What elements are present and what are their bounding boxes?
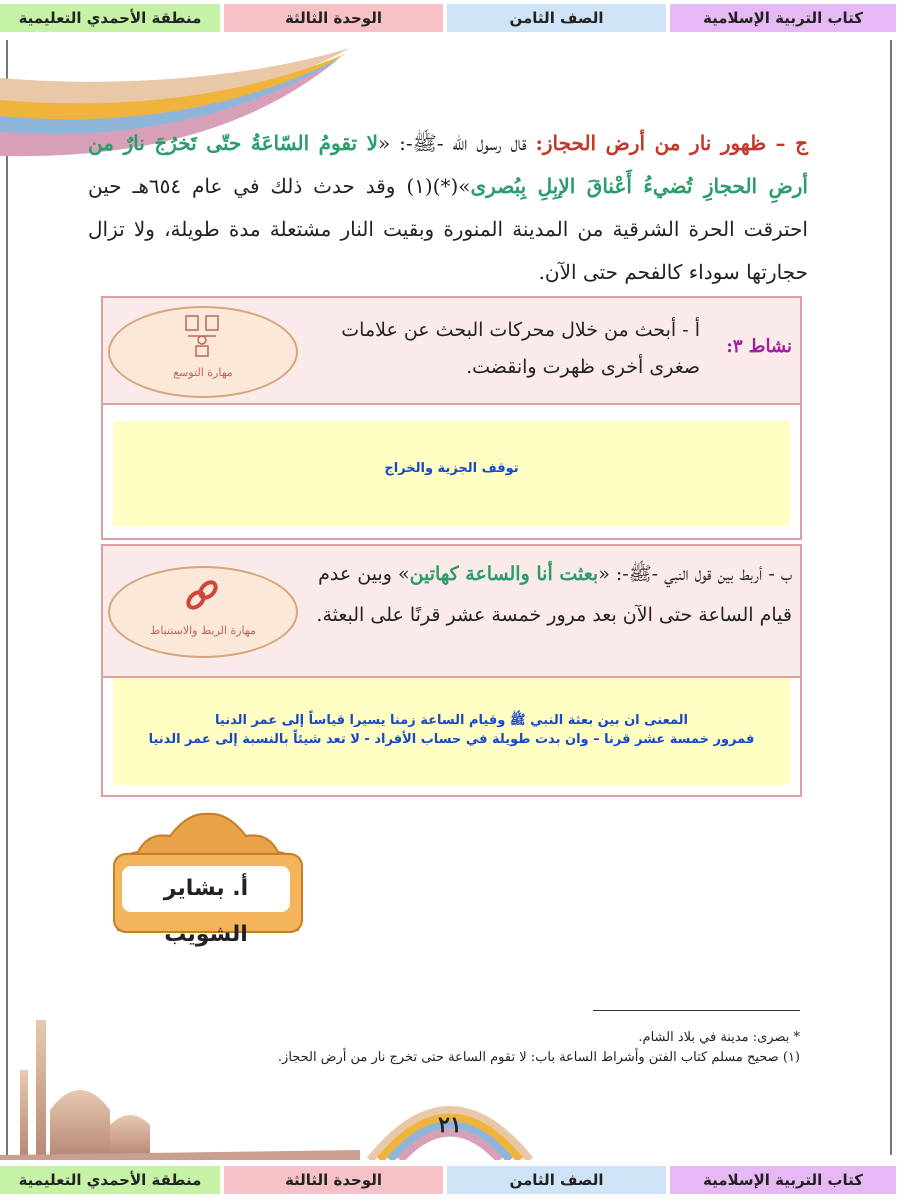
activity-label: نشاط ٣:	[726, 336, 792, 357]
skill-label: مهارة التوسع	[173, 366, 233, 379]
answer-a-box	[101, 403, 802, 540]
tab-region: منطقة الأحمدي التعليمية	[0, 4, 220, 32]
left-margin-line	[6, 40, 8, 1155]
signature-name: أ. بشاير الشويب	[122, 866, 290, 912]
page-number: ٢١	[438, 1112, 462, 1138]
hadith-text: لا تقومُ السّاعَةُ حتّى تَخرُجَ نارٌ من أرضِ الحجازِ تُضيءُ أَعْناقَ الإبِلِ بِبُصرى	[88, 131, 808, 198]
tab-grade: الصف الثامن	[447, 4, 666, 32]
footnote-divider	[593, 1010, 800, 1011]
tab-unit: الوحدة الثالثة	[224, 1166, 443, 1194]
activity-b-prefix: ب - أربط بين قول النبي -ﷺ-: «	[598, 563, 792, 585]
footer-tabs	[0, 1166, 900, 1196]
skill-label: مهارة الربط والاستنباط	[150, 624, 256, 637]
activity-b-text	[307, 554, 792, 636]
answer-a-text: توقف الجزية والخراج	[384, 461, 519, 476]
tab-book: كتاب التربية الإسلامية	[670, 1166, 896, 1194]
footnote-1: * بصرى: مدينة في بلاد الشام.	[638, 1030, 800, 1045]
answer-b-box	[101, 676, 802, 797]
skill-badge-expansion	[108, 306, 298, 398]
hadith-intro: قال رسول الله -ﷺ-: «	[378, 131, 536, 155]
tab-unit: الوحدة الثالثة	[224, 4, 443, 32]
tab-grade: الصف الثامن	[447, 1166, 666, 1194]
activity-a-text: أ - أبحث من خلال محركات البحث عن علامات صغرى أخرى ظهرت وانقضت.	[341, 319, 700, 378]
activity-b-suffix: » وبين عدم قيام الساعة حتى الآن بعد مرور خمسة عشر قرنًا على البعثة.	[316, 563, 792, 626]
author-signature	[108, 810, 308, 947]
footnote-2: (١) صحيح مسلم كتاب الفتن وأشراط الساعة باب: لا تقوم الساعة حتى تخرج نار من أرض الحجاز.	[277, 1050, 800, 1065]
hadith-marks: »(*)(١)	[406, 174, 471, 198]
activity-a-box	[101, 296, 802, 405]
tab-book: كتاب التربية الإسلامية	[670, 4, 896, 32]
expansion-icon	[182, 314, 222, 358]
paragraph-fire-hijaz	[88, 122, 808, 294]
answer-b-line2: فمرور خمسة عشر قرنا – وان بدت طويلة في حساب الأفراد - لا تعد شيئاً بالنسبة إلى عمر الدنيا	[148, 732, 755, 747]
answer-a-highlight	[113, 421, 790, 526]
mosque-silhouette	[0, 1010, 360, 1160]
answer-b-highlight	[113, 678, 790, 785]
header-tabs	[0, 4, 900, 34]
right-margin-line	[890, 40, 892, 1155]
skill-badge-linking	[108, 566, 298, 658]
activity-b-box	[101, 544, 802, 678]
answer-b-line1: المعنى ان بين بعثة النبي ﷺ وقيام الساعة زمنا يسيرا قياساً إلى عمر الدنيا	[215, 713, 688, 728]
activity-b-hadith: بعثت أنا والساعة كهاتين	[409, 563, 599, 585]
tab-region: منطقة الأحمدي التعليمية	[0, 1166, 220, 1194]
section-label: ج – ظهور نار من أرض الحجاز:	[535, 131, 809, 155]
paragraph-body: وقد حدث ذلك في عام ٦٥٤هـ حين احترقت الحرة الشرقية من المدينة المنورة وبقيت النار مشتعلة مدة طويلة، ولا تزال حجارتها سوداء كالفحم حتى الآن.	[88, 174, 808, 284]
chain-link-icon	[182, 576, 222, 616]
